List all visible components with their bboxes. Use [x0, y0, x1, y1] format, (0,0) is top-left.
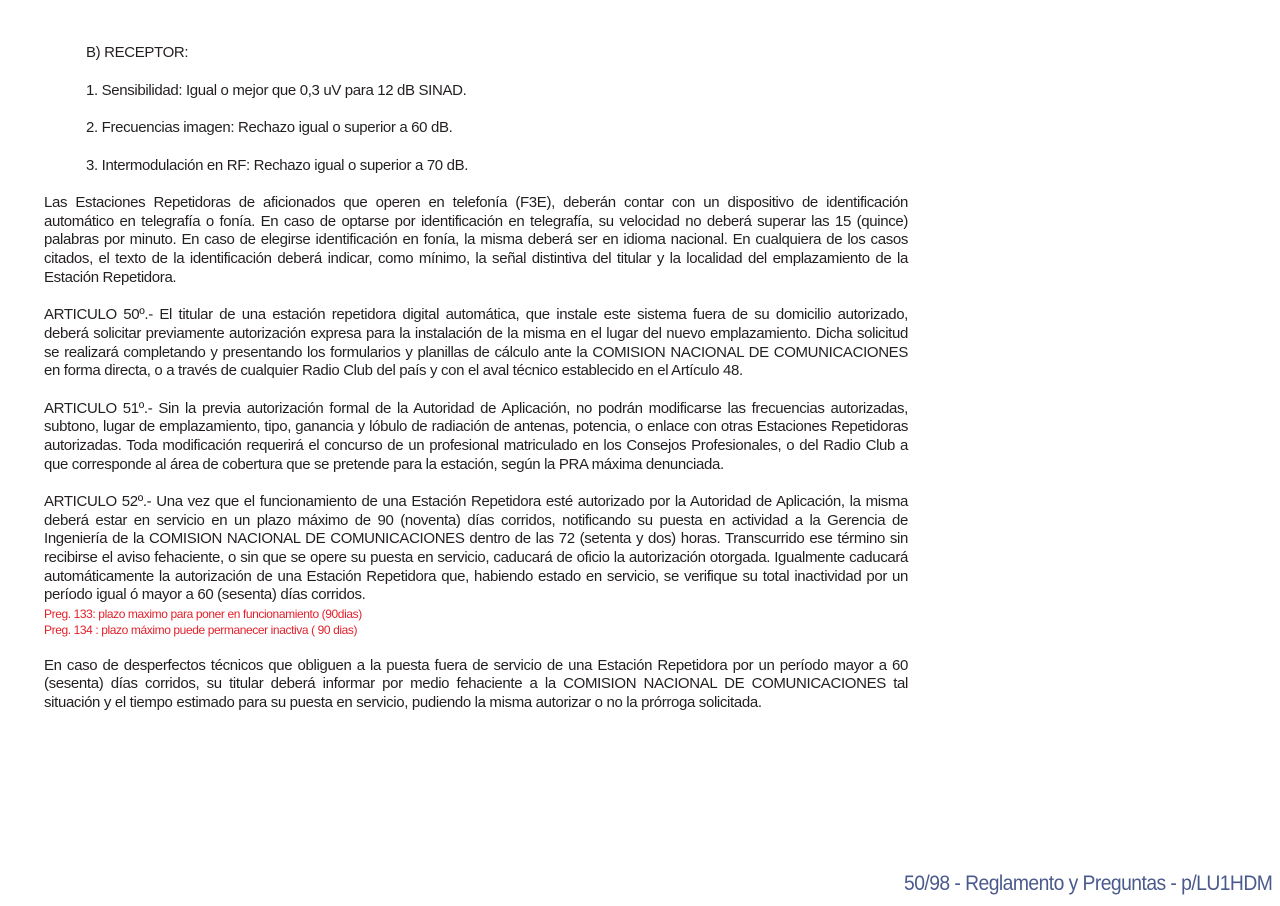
paragraph-articulo-50: ARTICULO 50º.- El titular de una estación repetidora digital automática, que instale este sistema fuera de su domicilio autorizado, deberá solicitar previamente autorización expresa para la instalación de la misma en el lugar del nuevo emplazamiento. Dicha solicitud se realizará completando y presentando los formularios y planillas de cálculo ante la COMISION NACIONAL DE COMUNICACIONES en forma directa, o a través de cualquier Radio Club del país y con el aval técnico establecido en el Artículo 48. [44, 306, 908, 380]
note-preg-134: Preg. 134 : plazo máximo puede permanecer inactiva ( 90 dias) [44, 622, 358, 637]
document-page [44, 44, 908, 731]
note-preg-133: Preg. 133: plazo maximo para poner en funcionamiento (90dias) [44, 606, 362, 621]
receptor-item-2: 2. Frecuencias imagen: Rechazo igual o superior a 60 dB. [86, 119, 453, 136]
paragraph-articulo-52: ARTICULO 52º.- Una vez que el funcionamiento de una Estación Repetidora esté autorizado por la Autoridad de Aplicación, la misma deberá estar en servicio en un plazo máximo de 90 (noventa) días corridos, notificando su puesta en actividad a la Gerencia de Ingeniería de la COMISION NACIONAL DE COMUNICACIONES dentro de las 72 (setenta y dos) horas. Transcurrido ese término sin recibirse el aviso fehaciente, o sin que se opere su puesta en servicio, caducará de oficio la autorización otorgada. Igualmente caducará automáticamente la autorización de una Estación Repetidora que, habiendo estado en servicio, se verifique su total inactividad por un período igual ó mayor a 60 (sesenta) días corridos. [44, 492, 908, 604]
page-footer: 50/98 - Reglamento y Preguntas - p/LU1HDM [903, 872, 1272, 895]
paragraph-desperfectos: En caso de desperfectos técnicos que obliguen a la puesta fuera de servicio de una Estación Repetidora por un período mayor a 60 (sesenta) días corridos, su titular deberá informar por medio fehaciente a la COMISION NACIONAL DE COMUNICACIONES tal situación y el tiempo estimado para su puesta en servicio, pudiendo la misma autorizar o no la prórroga solicitada. [44, 656, 908, 712]
receptor-item-1: 1. Sensibilidad: Igual o mejor que 0,3 uV para 12 dB SINAD. [86, 81, 467, 99]
question-notes [44, 606, 908, 638]
paragraph-identificacion: Las Estaciones Repetidoras de aficionados que operen en telefonía (F3E), deberán contar con un dispositivo de identificación automático en telegrafía o fonía. En caso de optarse por identificación en telegrafía, su velocidad no deberá superar las 15 (quince) palabras por minuto. En caso de elegirse identificación en fonía, la misma deberá ser en idioma nacional. En cualquiera de los casos citados, el texto de la identificación deberá indicar, como mínimo, la señal distintiva del titular y la localidad del emplazamiento de la Estación Repetidora. [44, 194, 908, 286]
receptor-heading: B) RECEPTOR: [86, 44, 189, 61]
paragraph-articulo-51: ARTICULO 51º.- Sin la previa autorización formal de la Autoridad de Aplicación, no podrán modificarse las frecuencias autorizadas, subtono, lugar de emplazamiento, tipo, ganancia y lóbulo de radiación de antenas, potencia, o enlace con otras Estaciones Repetidoras autorizadas. Toda modificación requerirá el concurso de un profesional matriculado en los Consejos Profesionales, o del Radio Club a que corresponde al área de cobertura que se pretende para la estación, según la PRA máxima denunciada. [44, 399, 908, 473]
receptor-item-3: 3. Intermodulación en RF: Rechazo igual o superior a 70 dB. [86, 156, 469, 174]
